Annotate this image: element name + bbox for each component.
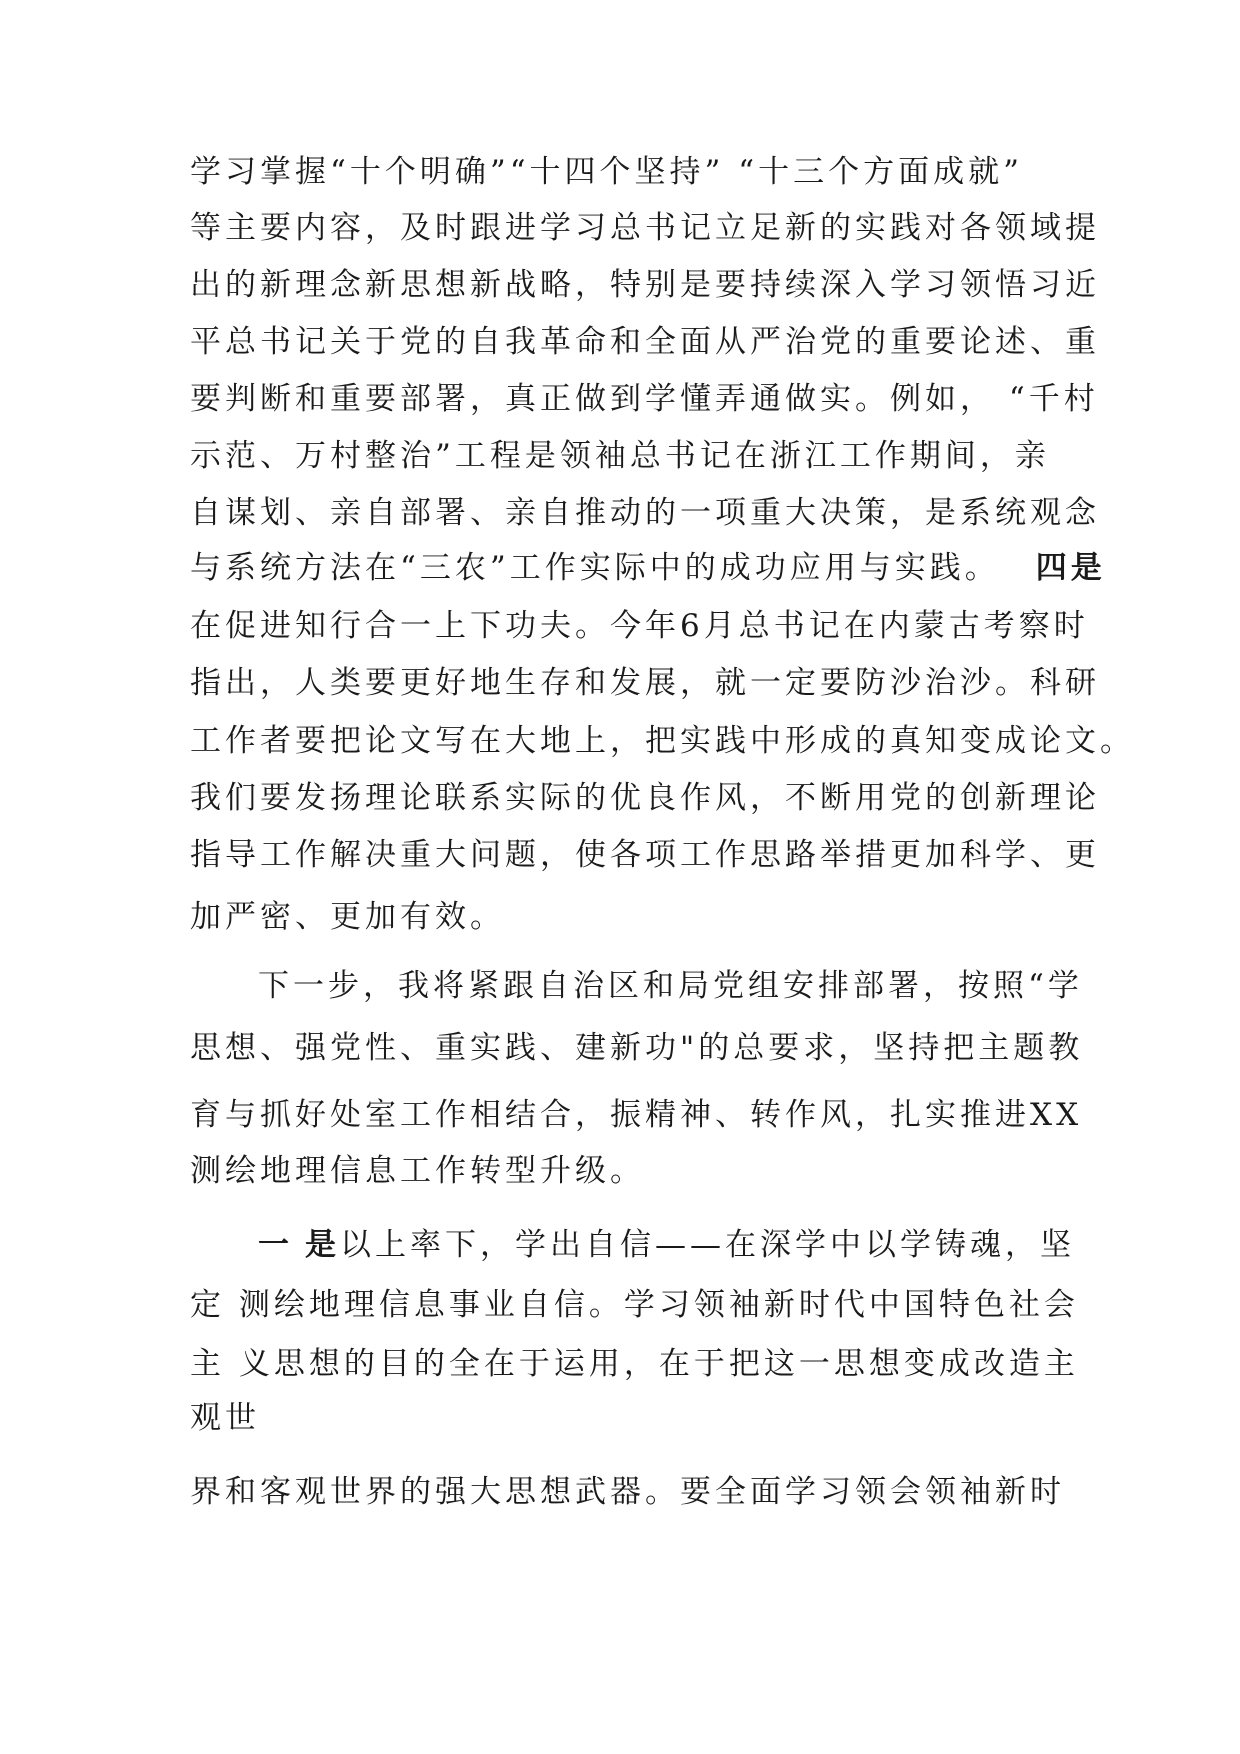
text-line-6: 示范、万村整治”工程是领袖总书记在浙江工作期间，亲 xyxy=(190,438,1050,474)
bold-label-si-shi: 四是 xyxy=(1035,550,1106,586)
text-line-12: 我们要发扬理论联系实际的优良作风，不断用党的创新理论 xyxy=(190,780,1100,816)
text-line-21: 主 义思想的目的全在于运用，在于把这一思想变成改造主 xyxy=(190,1346,1079,1382)
text-line-8-body: 与系统方法在“三农”工作实际中的成功应用与实践。 xyxy=(190,550,1000,586)
text-line-19-body: 以上率下，学出自信——在深学中以学铸魂，坚 xyxy=(340,1227,1075,1263)
text-line-3: 出的新理念新思想新战略，特别是要持续深入学习领悟习近 xyxy=(190,267,1100,303)
bold-label-yi: 一 xyxy=(258,1227,293,1263)
text-line-17: 育与抓好处室工作相结合，振精神、转作风，扎实推进XX xyxy=(190,1097,1083,1133)
bold-label-shi: 是 xyxy=(305,1227,340,1263)
text-line-13: 指导工作解决重大问题，使各项工作思路举措更加科学、更 xyxy=(190,837,1100,873)
text-line-11: 工作者要把论文写在大地上，把实践中形成的真知变成论文。 xyxy=(190,723,1135,759)
text-line-16: 思想、强党性、重实践、建新功"的总要求，坚持把主题教 xyxy=(190,1030,1084,1066)
text-line-8 xyxy=(190,548,1106,588)
text-line-7: 自谋划、亲自部署、亲自推动的一项重大决策，是系统观念 xyxy=(190,495,1100,531)
text-line-10: 指出，人类要更好地生存和发展，就一定要防沙治沙。科研 xyxy=(190,665,1100,701)
text-line-18: 测绘地理信息工作转型升级。 xyxy=(190,1153,645,1189)
text-line-4: 平总书记关于党的自我革命和全面从严治党的重要论述、重 xyxy=(190,324,1100,360)
text-line-19 xyxy=(258,1225,1075,1265)
text-line-9: 在促进知行合一上下功夫。今年6月总书记在内蒙古考察时 xyxy=(190,608,1089,644)
text-line-20: 定 测绘地理信息事业自信。学习领袖新时代中国特色社会 xyxy=(190,1287,1079,1323)
text-line-15: 下一步，我将紧跟自治区和局党组安排部署，按照“学 xyxy=(258,968,1083,1004)
text-line-5: 要判断和重要部署，真正做到学懂弄通做实。例如， “千村 xyxy=(190,381,1099,417)
text-line-1: 学习掌握“十个明确”“十四个坚持” “十三个方面成就” xyxy=(190,154,1023,190)
text-line-14: 加严密、更加有效。 xyxy=(190,899,505,935)
text-line-22: 观世 xyxy=(190,1400,260,1436)
text-line-2: 等主要内容，及时跟进学习总书记立足新的实践对各领域提 xyxy=(190,210,1100,246)
text-line-23: 界和客观世界的强大思想武器。要全面学习领会领袖新时 xyxy=(190,1474,1065,1510)
